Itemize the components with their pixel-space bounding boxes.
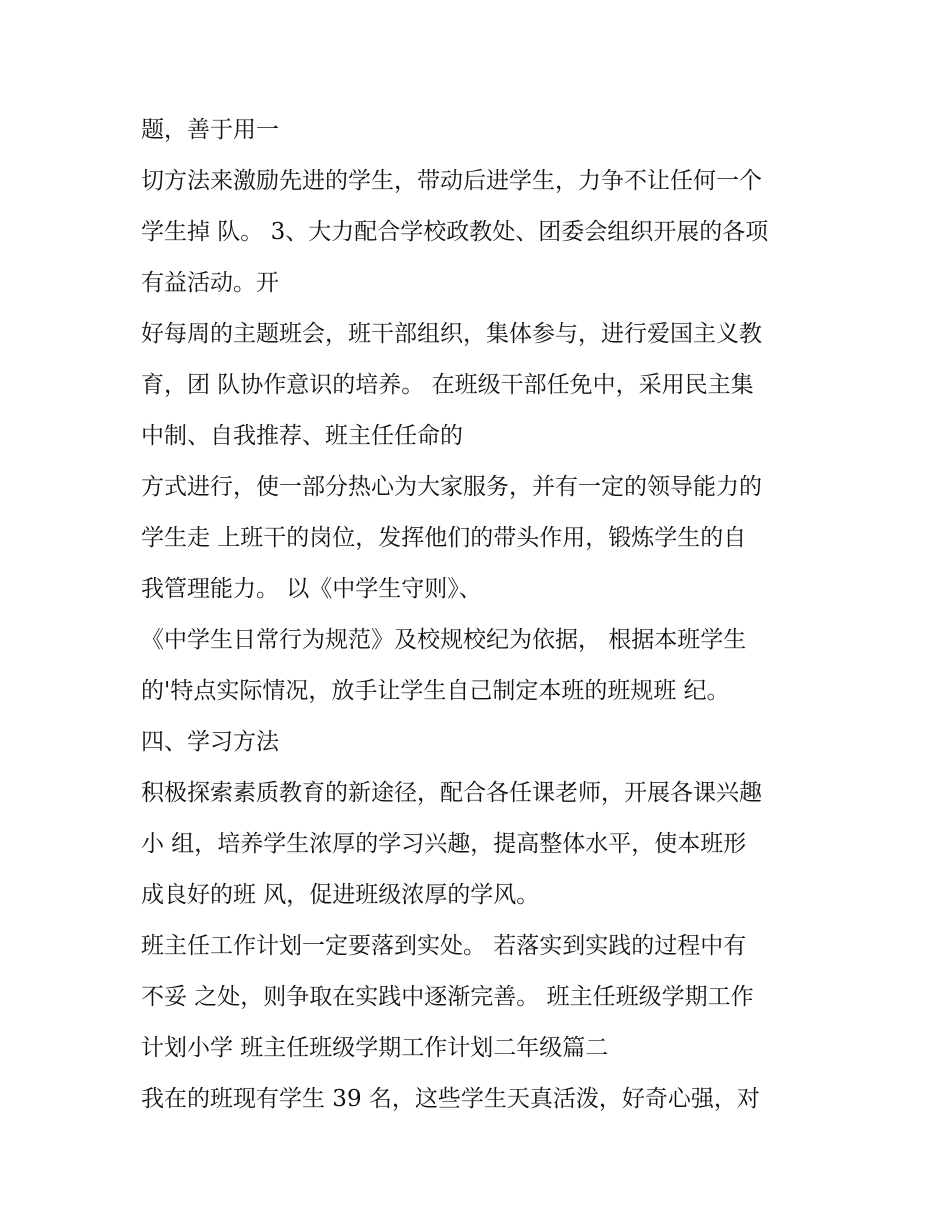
text-line: 学生掉 队。 3、大力配合学校政教处、团委会组织开展的各项 [141, 219, 769, 245]
text-line: 的'特点实际情况，放手让学生自己制定本班的班规班 纪。 [141, 678, 730, 704]
text-line: 题，善于用一 [141, 117, 279, 143]
section-heading: 四、学习方法 [141, 729, 279, 755]
text-line: 《中学生日常行为规范》及校规校纪为依据， 根据本班学生 [141, 627, 747, 653]
text-line: 计划小学 班主任班级学期工作计划二年级篇二 [141, 1035, 609, 1061]
text-line: 好每周的主题班会，班干部组织，集体参与，进行爱国主义教 [141, 321, 762, 347]
text-line: 不妥 之处，则争取在实践中逐渐完善。 班主任班级学期工作 [141, 984, 754, 1010]
text-line: 中制、自我推荐、班主任任命的 [141, 423, 463, 449]
text-line: 有益活动。开 [141, 270, 279, 296]
text-line: 方式进行，使一部分热心为大家服务，并有一定的领导能力的 [141, 474, 762, 500]
text-line: 积极探索素质教育的新途径，配合各任课老师，开展各课兴趣 [141, 780, 762, 806]
text-line: 切方法来激励先进的学生，带动后进学生，力争不让任何一个 [141, 168, 762, 194]
text-line: 成良好的班 风，促进班级浓厚的学风。 [141, 882, 540, 908]
text-line: 育，团 队协作意识的培养。 在班级干部任免中，采用民主集 [141, 372, 754, 398]
text-line: 班主任工作计划一定要落到实处。 若落实到实践的过程中有 [141, 933, 747, 959]
text-line: 我在的班现有学生 39 名，这些学生天真活泼，好奇心强，对 [141, 1086, 760, 1112]
text-line: 学生走 上班干的岗位，发挥他们的带头作用，锻炼学生的自 [141, 525, 747, 551]
text-line: 小 组，培养学生浓厚的学习兴趣，提高整体水平，使本班形 [141, 831, 747, 857]
text-line: 我管理能力。 以《中学生守则》、 [141, 576, 482, 602]
